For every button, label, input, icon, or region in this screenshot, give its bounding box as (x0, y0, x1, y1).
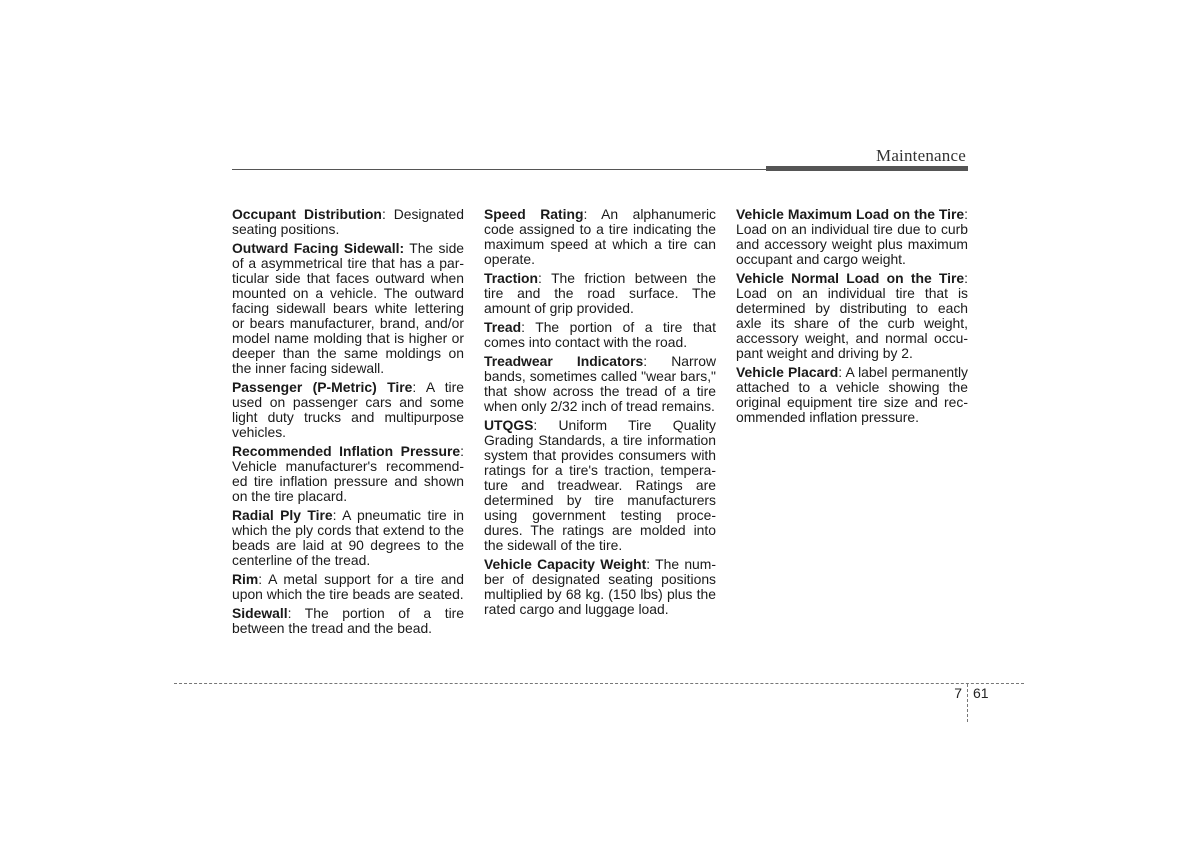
glossary-term: Treadwear Indicators (484, 353, 644, 369)
glossary-definition: Load on an individual tire that is determined by distributing to each axle its share of the curb weight, accessory weight, and normal occupant weight and driving by 2. (736, 285, 968, 361)
term-separator: : (412, 379, 426, 395)
page-number-value: 61 (973, 685, 989, 701)
chapter-number: 7 (954, 685, 962, 701)
term-separator: : (332, 507, 343, 523)
footer-rule (174, 683, 1024, 684)
glossary-term: Occupant Distribution (232, 206, 382, 222)
page-number (944, 684, 989, 722)
glossary-definition: The side of a asymmetrical tire that has a particular side that faces outward when mounted on a vehicle. The outward facing sidewall bears white lettering or bears manufacturer, brand, and/or model name molding that is higher or deeper than the same moldings on the inner facing sidewall. (232, 240, 465, 376)
glossary-definition: The portion of a tire between the tread and the bead. (232, 605, 465, 636)
glossary-definition: A pneumatic tire in which the ply cords that extend to the beads are laid at 90 degrees to the centerline of the tread. (232, 507, 464, 568)
glossary-term: UTQGS (484, 417, 534, 433)
glossary-entry (232, 241, 464, 376)
glossary-term: Traction (484, 270, 539, 286)
term-separator: : (643, 353, 672, 369)
glossary-entry (736, 365, 968, 425)
glossary-entry (484, 418, 716, 553)
section-title: Maintenance (876, 146, 966, 165)
glossary-definition: Vehicle manufacturer's recommended tire inflation pressure and shown on the tire placard. (232, 458, 464, 504)
glossary-definition: The friction between the tire and the road surface. The amount of grip provided. (484, 270, 716, 316)
glossary-entry (484, 320, 716, 350)
glossary-term: Vehicle Normal Load on the Tire (736, 270, 965, 286)
glossary-term: Sidewall (232, 605, 288, 621)
term-separator: : (964, 270, 968, 286)
glossary-term: Vehicle Maximum Load on the Tire (736, 206, 965, 222)
glossary-term: Tread (484, 319, 522, 335)
term-separator: : (838, 364, 846, 380)
glossary-term: Speed Rating (484, 206, 584, 222)
glossary-definition: Designated seating positions. (232, 206, 465, 237)
glossary-definition: The number of designated seating positions multiplied by 68 kg. (150 lbs) plus the rated cargo and luggage load. (484, 556, 716, 617)
page-number-divider (967, 684, 968, 722)
header-accent-bar (766, 166, 968, 171)
glossary-term: Passenger (P-Metric) Tire (232, 379, 413, 395)
glossary-definition: Load on an individual tire due to curb and accessory weight plus maximum occupant and cargo weight. (736, 221, 968, 267)
term-separator: : (538, 270, 552, 286)
glossary-term: Vehicle Placard (736, 364, 839, 380)
glossary-definition: Narrow bands, sometimes called "wear bars," that show across the tread of a tire when only 2/32 inch of tread remains. (484, 353, 716, 414)
glossary-column-2 (484, 207, 716, 621)
glossary-term: Recommended Inflation Pressure (232, 443, 461, 459)
glossary-entry (232, 508, 464, 568)
term-separator: : (521, 319, 536, 335)
glossary-entry (232, 572, 464, 602)
glossary-term: Radial Ply Tire (232, 507, 333, 523)
glossary-term: Outward Facing Sidewall: (232, 240, 405, 256)
term-separator: : (258, 571, 269, 587)
glossary-term: Vehicle Capacity Weight (484, 556, 647, 572)
glossary-entry (232, 207, 464, 237)
glossary-definition: A metal support for a tire and upon which the tire beads are seated. (232, 571, 464, 602)
glossary-definition: An alphanumeric code assigned to a tire indicating the maximum speed at which a tire can operate. (484, 206, 716, 267)
glossary-entry (484, 271, 716, 316)
term-separator: : (533, 417, 559, 433)
term-separator: : (964, 206, 968, 222)
glossary-entry (232, 380, 464, 440)
term-separator: : (583, 206, 602, 222)
glossary-entry (484, 354, 716, 414)
glossary-entry (232, 606, 464, 636)
glossary-column-1 (232, 207, 464, 640)
glossary-definition: Uniform Tire Quality Grading Standards, a tire information system that provides consumers with ratings for a tire's traction, temperature and treadwear. Ratings are determined by tire manufacturers using government testing procedures. The ratings are molded into the sidewall of the tire. (484, 417, 717, 553)
glossary-entry (232, 444, 464, 504)
glossary-definition: A tire used on passenger cars and some light duty trucks and multipurpose vehicles. (232, 379, 464, 440)
term-separator: : (646, 556, 656, 572)
glossary-entry (484, 557, 716, 617)
glossary-definition: The portion of a tire that comes into contact with the road. (484, 319, 717, 350)
term-separator: : (460, 443, 464, 459)
term-separator: : (287, 605, 305, 621)
glossary-entry (484, 207, 716, 267)
term-separator: : (381, 206, 394, 222)
glossary-term: Rim (232, 571, 259, 587)
glossary-definition: A label permanently attached to a vehicle showing the original equipment tire size and recommended inflation pressure. (736, 364, 968, 425)
glossary-entry (736, 271, 968, 361)
glossary-column-3 (736, 207, 968, 429)
glossary-entry (736, 207, 968, 267)
